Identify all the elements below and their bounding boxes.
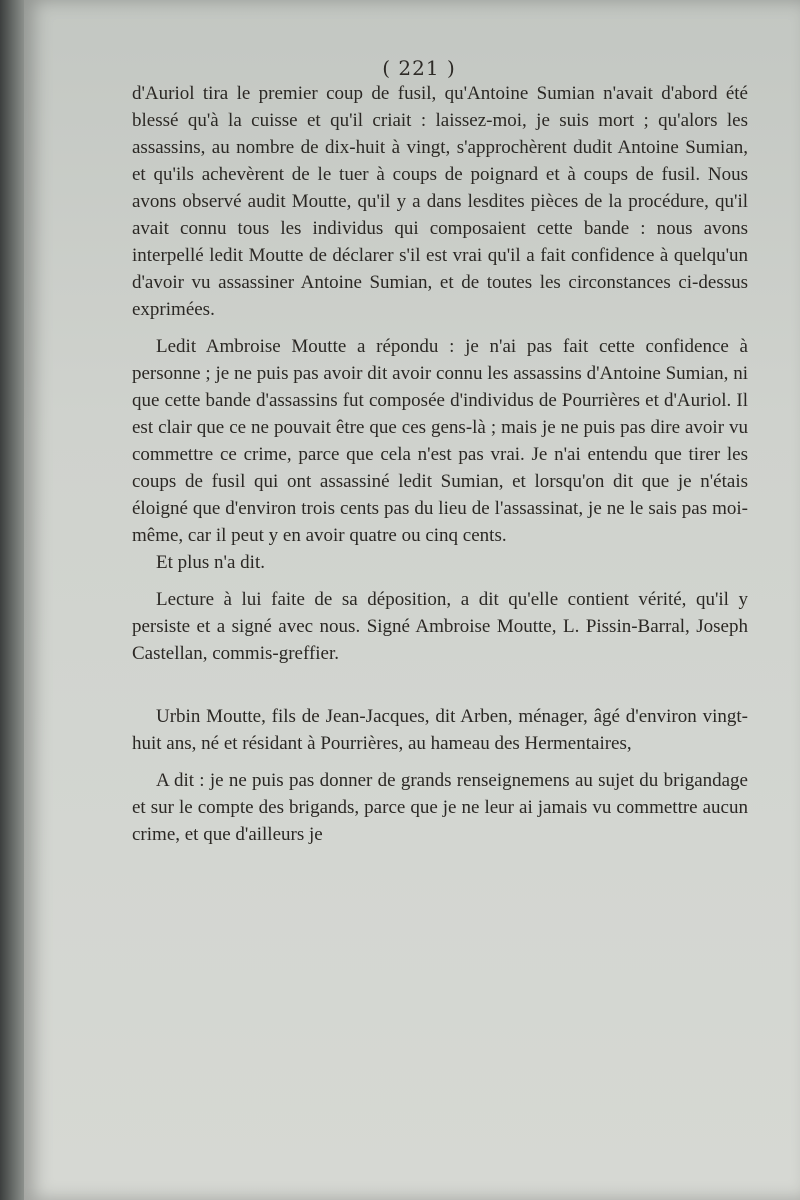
paragraph-6: A dit : je ne puis pas donner de grands renseignemens au sujet du brigandage et sur le compte des brigands, parce que je ne leur ai jamais vu commettre aucun crime, et que d'ailleurs je <box>132 770 748 845</box>
page-number: ( 221 ) <box>382 56 456 80</box>
paragraph-4: Lecture à lui faite de sa déposition, a dit qu'elle contient vérité, qu'il y persiste et a signé avec nous. Signé Ambroise Moutte, L. Pissin-Barral, Joseph Castellan, commis-greffier. <box>132 589 748 664</box>
paragraph-5: Urbin Moutte, fils de Jean-Jacques, dit Arben, ménager, âgé d'environ vingt-huit ans, né et résidant à Pourrières, au hameau des Hermentaires, <box>132 706 748 754</box>
paragraph-3: Et plus n'a dit. <box>156 552 265 573</box>
paragraph-2: Ledit Ambroise Moutte a répondu : je n'ai pas fait cette confidence à personne ; je ne puis pas avoir dit avoir connu les assassins d'Antoine Sumian, ni que cette bande d'assassins fut composée d'individus de Pourrières et d'Auriol. Il est clair que ce ne pouvait être que ces gens-là ; mais je ne puis pas dire avoir vu commettre ce crime, parce que cela n'est pas vrai. Je n'ai entendu que tirer les coups de fusil qui ont assassiné ledit Sumian, et lorsqu'on dit que je n'étais éloigné que d'environ trois cents pas du lieu de l'assassinat, je ne le sais pas moi-même, car il peut y en avoir quatre ou cinq cents. <box>132 336 748 546</box>
page-body <box>132 80 748 848</box>
book-spine <box>0 0 24 1200</box>
book-page <box>24 0 800 1200</box>
paragraph-1: d'Auriol tira le premier coup de fusil, qu'Antoine Sumian n'avait d'abord été blessé qu'à la cuisse et qu'il criait : laissez-moi, je suis mort ; qu'alors les assassins, au nombre de dix-huit à vingt, s'approchèrent dudit Antoine Sumian, et qu'ils achevèrent de le tuer à coups de poignard et à coups de fusil. Nous avons observé audit Moutte, qu'il y a dans lesdites pièces de la procédure, qu'il avait connu tous les individus qui composaient cette bande : nous avons interpellé ledit Moutte de déclarer s'il est vrai qu'il a fait confidence à quelqu'un d'avoir vu assassiner Antoine Sumian, et de toutes les circonstances ci-dessus exprimées. <box>132 83 748 320</box>
